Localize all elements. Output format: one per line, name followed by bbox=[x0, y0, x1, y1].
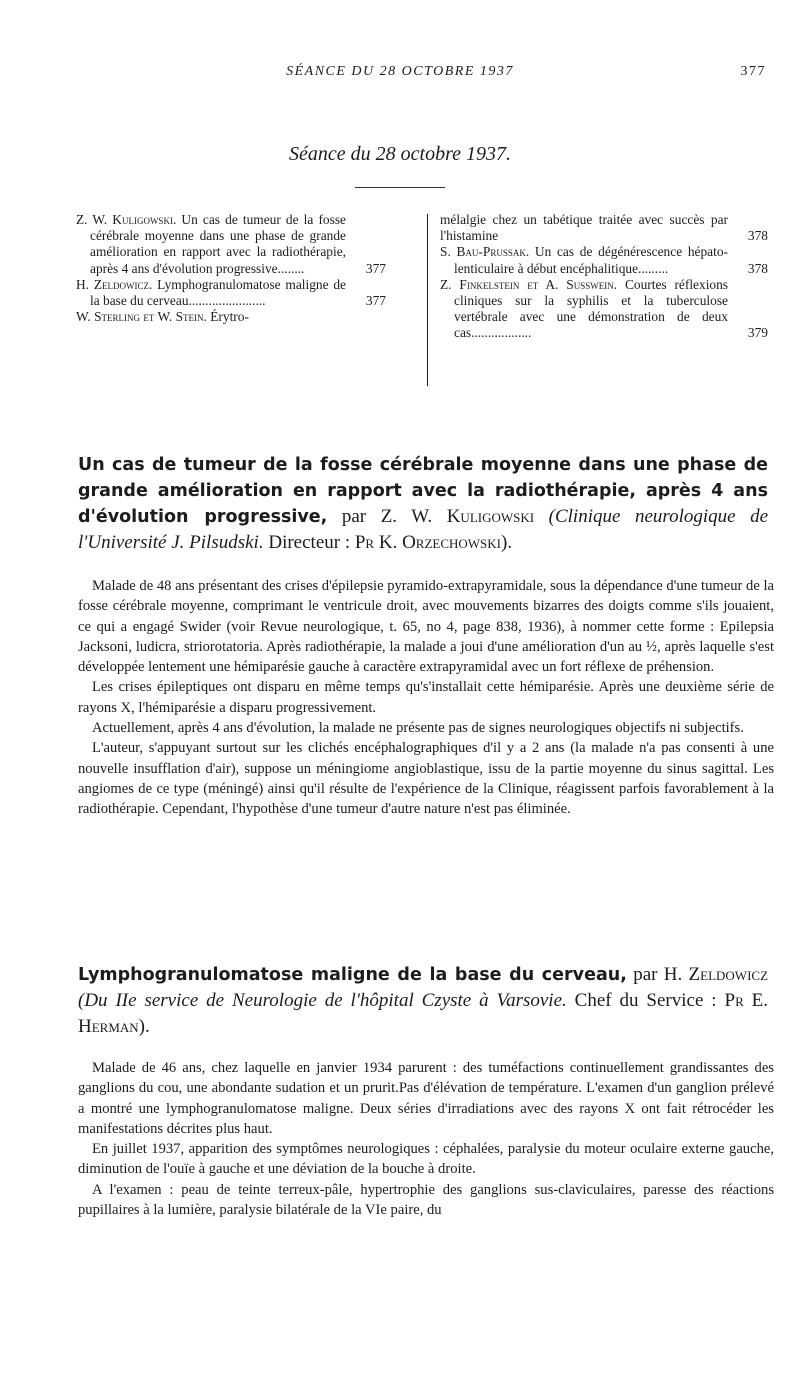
paragraph: A l'examen : peau de teinte terreux-pâle, hypertrophie des ganglions sus-claviculaires, paresse des réactions pupillaires à la lumière, paralysie bilatérale de la VIe paire, du bbox=[78, 1181, 774, 1219]
chief-name: Pr E. Herman). bbox=[78, 990, 769, 1037]
toc-entry bbox=[76, 309, 386, 325]
article-1-title bbox=[78, 452, 768, 556]
toc-page: 378 bbox=[747, 260, 768, 276]
toc-entry bbox=[440, 244, 768, 276]
toc-page: 378 bbox=[747, 228, 768, 244]
article-by: par bbox=[341, 506, 367, 527]
toc-text: mélalgie chez un tabétique traitée avec succès par l'histamine bbox=[440, 212, 728, 244]
paragraph: L'auteur, s'appuyant surtout sur les clichés encéphalographiques d'il y a 2 ans (la malade n'a pas consenti à une nouvelle insufflation d'air), suppose un méningiome angioblastique, issu de la partie moyenne du sinus sagittal. Les angiomes de ce type (méningé) ainsi qu'il résulte de l'expérience de la Clinique, réagissent parfois favorablement à la radiothérapie. Cependant, l'hypothèse d'une tumeur d'autre nature n'est pas éliminée. bbox=[78, 740, 774, 818]
paragraph: Actuellement, après 4 ans d'évolution, la malade ne présente pas de signes neurologiques objectifs ni subjectifs. bbox=[92, 720, 744, 737]
director-name: Pr K. Orzechowski). bbox=[354, 532, 513, 553]
article-affiliation: (Clinique neurologique de l'Université J. Pilsudski. bbox=[78, 506, 769, 553]
toc-text: Un cas de tumeur de la fosse cérébrale moyenne dans une phase de grande amélioration en rapport avec la radiothérapie, après 4 ans d'évolution progressive........ bbox=[90, 212, 346, 276]
article-title-text: Lymphogranulomatose maligne de la base du cerveau, bbox=[78, 965, 627, 985]
article-1-body bbox=[78, 576, 774, 820]
page-number: 377 bbox=[740, 64, 766, 79]
session-title: Séance du 28 octobre 1937. bbox=[289, 143, 511, 165]
article-title-text: Un cas de tumeur de la fosse cérébrale moyenne dans une phase de grande amélioration en rapport avec la radiothérapie, après 4 ans d'évolution progressive, bbox=[78, 455, 768, 527]
paragraph: En juillet 1937, apparition des symptômes neurologiques : céphalées, paralysie du moteur oculaire externe gauche, diminution de l'ouïe à gauche et une déviation de la bouche à droite. bbox=[78, 1141, 774, 1178]
toc-text: Lymphogranulomatose maligne de la base du cerveau....................... bbox=[90, 276, 346, 309]
director-label: Directeur : bbox=[268, 532, 351, 553]
toc-author: W. Sterling et W. Stein. bbox=[76, 309, 207, 325]
toc-page: 379 bbox=[747, 325, 768, 341]
article-author: Z. W. Kuligowski bbox=[380, 506, 535, 527]
article-author: H. Zeldowicz bbox=[663, 964, 769, 985]
toc-author: H. Zeldowicz. bbox=[76, 276, 153, 292]
paragraph: Les crises épileptiques ont disparu en même temps qu's'installait cette hémiparésie. Après une deuxième série de rayons X, l'hémiparésie a disparu progressivement. bbox=[78, 679, 774, 716]
article-2-body bbox=[78, 1058, 774, 1220]
article-2-title bbox=[78, 962, 768, 1040]
toc-page: 377 bbox=[365, 293, 386, 309]
chief-label: Chef du Service : bbox=[574, 990, 717, 1011]
paragraph: Malade de 48 ans présentant des crises d'épilepsie pyramido-extrapyramidale, sous la dépendance d'une tumeur de la fosse cérébrale moyenne, comprimant le ventricule droit, avec mouvements bizarres des doigts comme s'ils jouaient, ce qui a engagé Swider (voir Revue neurologique, t. 65, no 4, page 838, 1936), à nommer cette forme : Epilepsia Jacksoni, ludicra, striorotatoria. Après radiothérapie, la malade a joui d'une amélioration d'un au ½, après laquelle s'est développée lentement une hémiparésie gauche à caractère extrapyramidal avec un fort réflexe de préhension. bbox=[78, 578, 775, 676]
toc-entry bbox=[76, 212, 386, 277]
toc-author: Z. W. Kuligowski. bbox=[76, 212, 177, 227]
toc-divider bbox=[427, 214, 428, 386]
toc-left-column bbox=[76, 212, 386, 325]
table-of-contents bbox=[76, 212, 776, 392]
article-by: par bbox=[633, 964, 658, 985]
toc-text: Courtes réflexions cliniques sur la syphilis et la tuberculose vertébrale avec une démonstration de deux cas.................. bbox=[454, 276, 729, 341]
article-affiliation: (Du IIe service de Neurologie de l'hôpital Czyste à Varsovie. bbox=[78, 990, 567, 1011]
title-rule bbox=[355, 187, 445, 188]
toc-entry bbox=[440, 212, 768, 244]
paragraph: Malade de 46 ans, chez laquelle en janvier 1934 parurent : des tuméfactions continuellement grandissantes des ganglions du cou, une abondante sudation et un prurit.Pas d'élévation de température. L'examen d'un ganglion prélevé a montré une lymphogranulomatose maligne. Deux séries d'irradiations avec des rayons X ont fait rétrocéder les manifestations décrites plus haut. bbox=[78, 1060, 774, 1137]
toc-entry bbox=[440, 277, 768, 342]
toc-page: 377 bbox=[365, 260, 386, 276]
running-head-title: SÉANCE DU 28 OCTOBRE 1937 bbox=[286, 64, 514, 79]
running-head bbox=[0, 64, 800, 84]
toc-author: S. Bau-Prussak. bbox=[440, 244, 530, 260]
toc-entry bbox=[76, 277, 386, 309]
toc-right-column bbox=[440, 212, 768, 342]
toc-author: Z. Finkelstein et A. Susswein. bbox=[440, 276, 618, 292]
toc-text: Un cas de dégénérescence hépato-lenticulaire à début encéphalitique......... bbox=[454, 244, 728, 276]
toc-text: Érytro- bbox=[210, 309, 249, 325]
